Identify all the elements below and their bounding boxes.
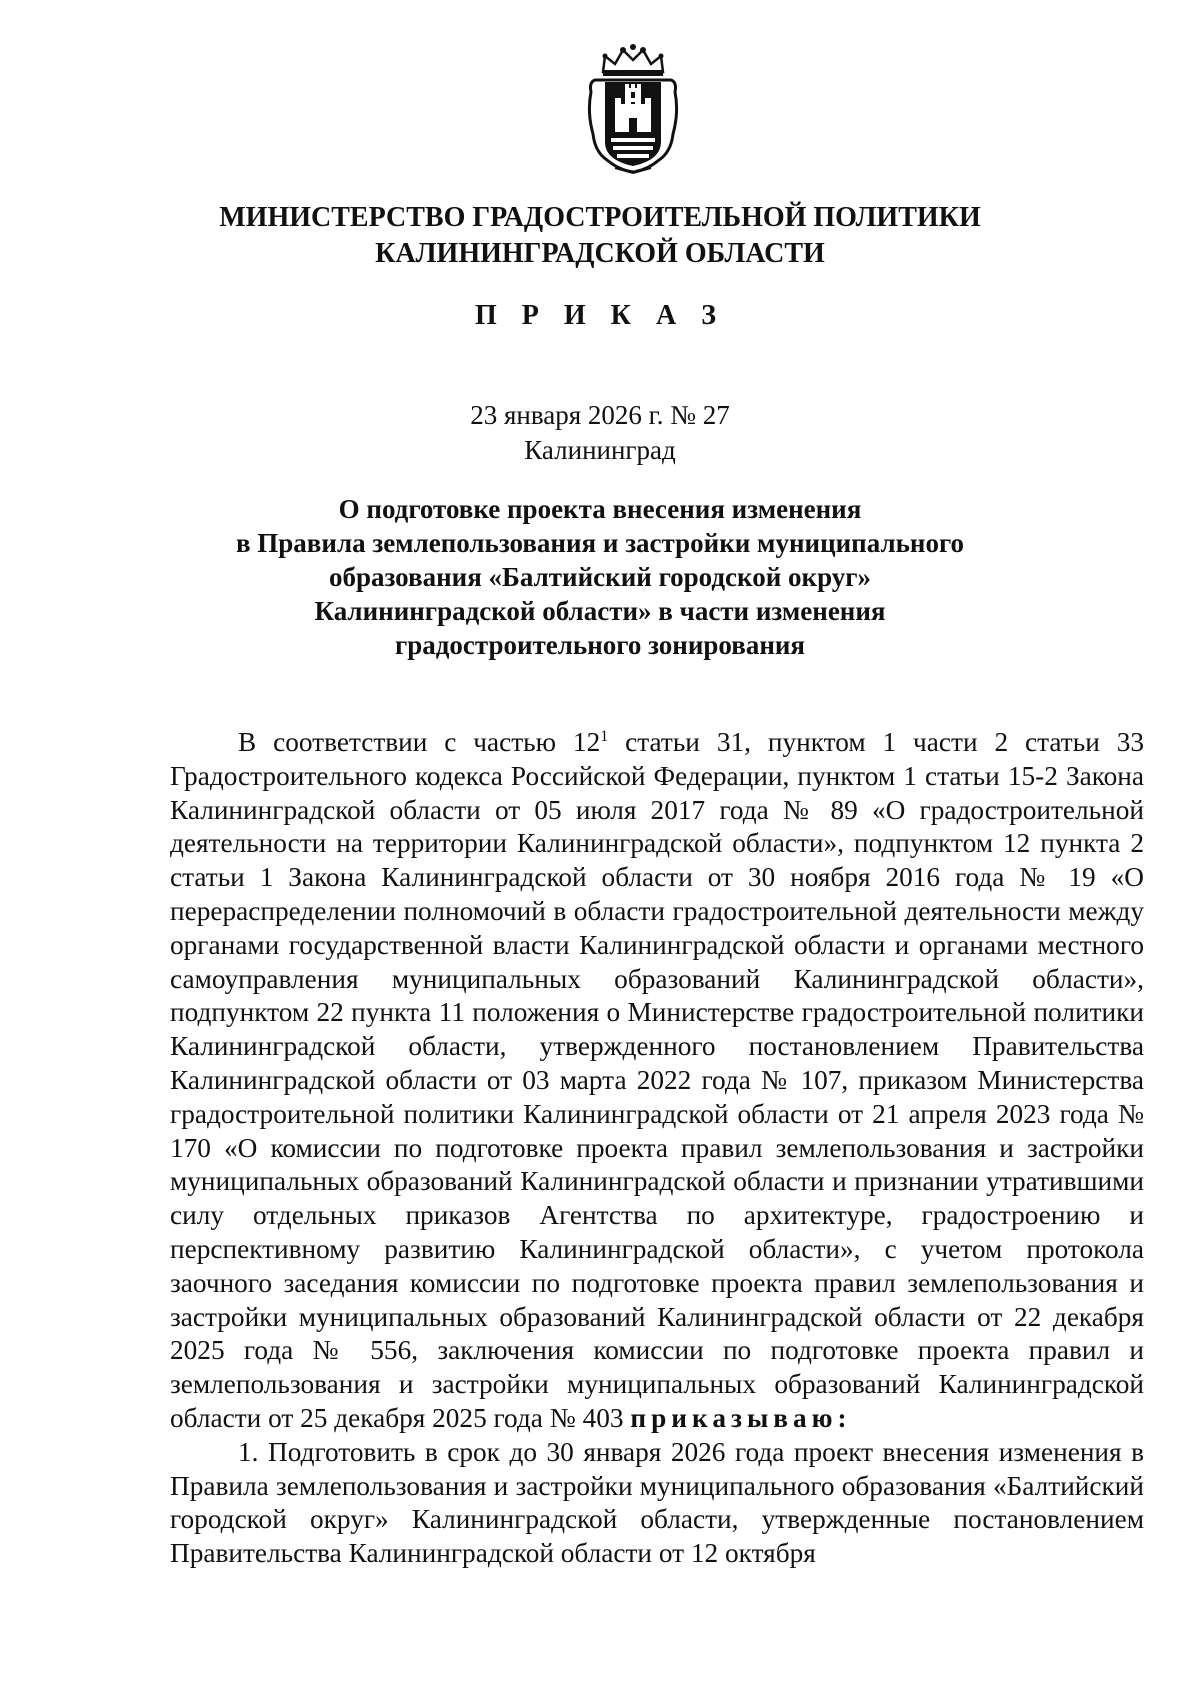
order-date-number: 23 января 2026 г. № 27 — [470, 400, 730, 430]
subject-line3: образования «Балтийский городской округ» — [328, 562, 872, 592]
subject-line5: градостроительного зонирования — [394, 630, 806, 660]
superscript: 1 — [600, 728, 609, 745]
ministry-name — [0, 200, 1200, 272]
subject-line2: в Правила землепользования и застройки муниципального — [235, 528, 965, 558]
ministry-name-line2: КАЛИНИНГРАДСКОЙ ОБЛАСТИ — [375, 238, 825, 269]
ministry-name-line1: МИНИСТЕРСТВО ГРАДОСТРОИТЕЛЬНОЙ ПОЛИТИКИ — [219, 202, 981, 233]
preamble-rest: статьи 31, пунктом 1 части 2 статьи 33 Градостроительного кодекса Российской Федерации, пунктом 1 статьи 15-2 Закона Калининградской области от 05 июля 2017 года № 89 «О градостроительной деятельности на территории Калининградской области», подпунктом 12 пункта 2 статьи 1 Закона Калининградской области от 30 ноября 2016 года № 19 «О перераспределении полномочий в области градостроительной деятельности между органами государственной власти Калининградской области и органами местного самоуправления муниципальных образований Калининградской области», подпунктом 22 пункта 11 положения о Министерстве градостроительной политики Калининградской области, утвержденного постановлением Правительства Калининградской области от 03 марта 2022 года № 107, приказом Министерства градостроительной политики Калининградской области от 21 апреля 2023 года № 170 «О комиссии по подготовке проекта правил землепользования и застройки муниципальных образований Калининградской области и признании утратившими силу отдельных приказов Агентства по архитектуре, градостроению и перспективному развитию Калининградской области», с учетом протокола заочного заседания комиссии по подготовке проекта правил землепользования и застройки муниципальных образований Калининградской области от 22 декабря 2025 года № 556, заключения комиссии по подготовке проекта правил и землепользования и застройки муниципальных образований Калининградской области от 25 декабря 2025 года № 403 — [170, 727, 1145, 1433]
order-body — [170, 726, 1144, 1571]
subject-line1: О подготовке проекта внесения изменения — [338, 494, 862, 524]
preamble-paragraph — [170, 726, 1144, 1436]
order-date-block — [0, 398, 1200, 468]
coat-of-arms-emblem — [585, 42, 681, 176]
order-subject — [0, 492, 1200, 662]
order-title: П Р И К А З — [475, 300, 725, 331]
preamble-start: В соответствии с частью 12 — [238, 727, 601, 757]
item-1-paragraph: 1. Подготовить в срок до 30 января 2026 года проект внесения изменения в Правила землепользования и застройки муниципального образования «Балтийский городской округ» Калининградской области, утвержденные постановлением Правительства Калининградской области от 12 октября — [170, 1436, 1144, 1569]
prikazyvayu-word: приказываю: — [630, 1402, 852, 1433]
subject-line4: Калининградской области» в части изменения — [314, 596, 886, 626]
order-city: Калининград — [524, 435, 676, 465]
